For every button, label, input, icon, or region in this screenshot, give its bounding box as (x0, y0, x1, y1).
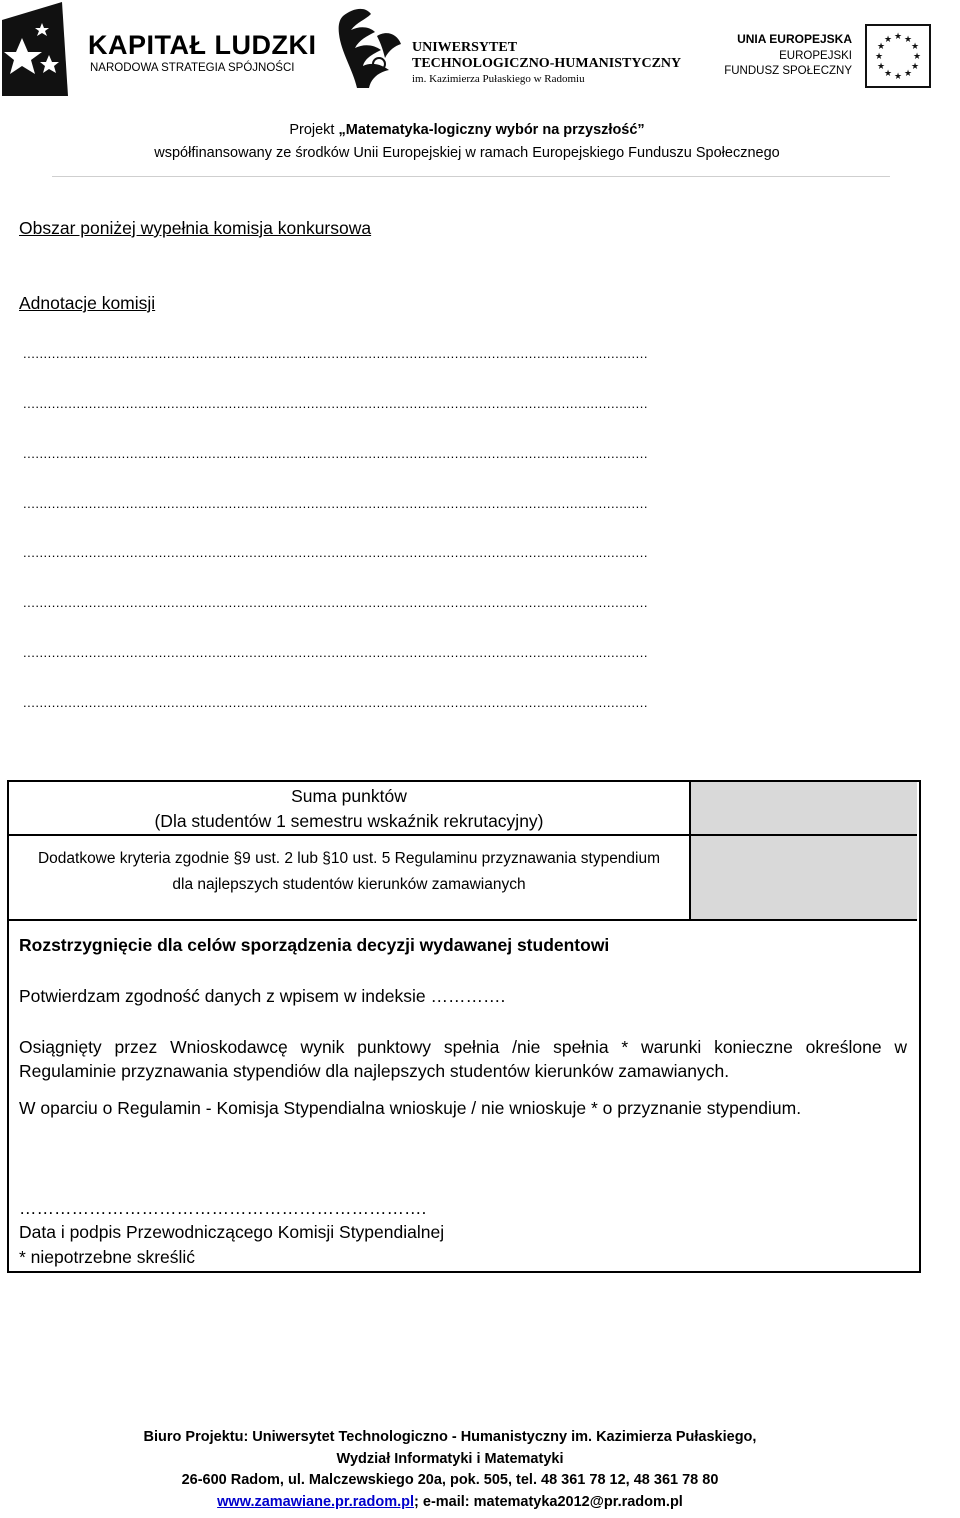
svg-text:★: ★ (874, 52, 884, 62)
university-name-line1: UNIWERSYTET (412, 40, 518, 55)
project-name: „Matematyka-logiczny wybór na przyszłość” (338, 122, 645, 138)
svg-text:★: ★ (903, 35, 913, 45)
table-bottom-divider (9, 919, 917, 921)
annotation-line[interactable]: ........................................................................................................................................................ (23, 496, 648, 511)
sum-points-note: (Dla studentów 1 semestru wskaźnik rekrutacyjny) (154, 811, 544, 831)
footer-faculty-line: Wydział Informatyki i Matematyki (336, 1451, 564, 1467)
annotation-line[interactable]: ........................................................................................................................................................ (23, 396, 648, 411)
eu-logo (722, 20, 958, 92)
svg-text:★: ★ (903, 69, 913, 79)
kapital-ludzki-title: KAPITAŁ LUDZKI (88, 30, 317, 60)
decision-title: Rozstrzygnięcie dla celów sporządzenia decyzji wydawanej studentowi (19, 935, 610, 955)
svg-text:★: ★ (876, 62, 886, 72)
sum-points-label: Suma punktów (291, 786, 407, 806)
extra-criteria-line2: dla najlepszych studentów kierunków zamawianych (172, 876, 526, 893)
signature-field[interactable]: ……………………………………………………………. (19, 1198, 427, 1218)
header-divider (52, 176, 890, 177)
commission-section-title: Obszar poniżej wypełnia komisja konkursowa (19, 218, 372, 238)
eu-line3: FUNDUSZ SPOŁECZNY (724, 65, 852, 77)
kapital-ludzki-logo (0, 0, 320, 100)
result-statement: Osiągnięty przez Wnioskodawcę wynik punktowy spełnia /nie spełnia * warunki konieczne określone w Regulaminie przyznawania stypendiów dla najlepszych studentów kierunków zamawianych. (19, 1037, 907, 1081)
university-name-line2: TECHNOLOGICZNO-HUMANISTYCZNY (412, 56, 682, 71)
signature-label: Data i podpis Przewodniczącego Komisji Stypendialnej (19, 1222, 445, 1242)
kapital-ludzki-subtitle: NARODOWA STRATEGIA SPÓJNOŚCI (90, 62, 295, 74)
annotation-line[interactable]: ........................................................................................................................................................ (23, 346, 648, 361)
email-text: ; e-mail: matematyka2012@pr.radom.pl (414, 1494, 683, 1510)
annotation-line[interactable]: ........................................................................................................................................................ (23, 595, 648, 610)
points-value-cell[interactable] (691, 782, 917, 919)
eu-line1: UNIA EUROPEJSKA (737, 32, 852, 46)
svg-text:★: ★ (883, 35, 893, 45)
svg-text:★: ★ (912, 52, 922, 62)
annotations-title: Adnotacje komisji (19, 293, 156, 313)
university-logo (335, 6, 695, 96)
svg-text:★: ★ (893, 72, 903, 82)
svg-text:★: ★ (883, 69, 893, 79)
kapital-ludzki-emblem-icon (2, 2, 68, 96)
eu-line2: EUROPEJSKI (779, 50, 852, 62)
points-cell-divider (691, 834, 917, 836)
table-row-divider (9, 834, 689, 836)
confirm-index-line: Potwierdzam zgodność danych z wpisem w indeksie …………. (19, 986, 506, 1006)
project-prefix: Projekt (289, 122, 339, 138)
table-vertical-divider (689, 782, 691, 921)
svg-text:★: ★ (876, 42, 886, 52)
eu-flag-icon (865, 24, 931, 88)
svg-text:★: ★ (910, 62, 920, 72)
svg-text:★: ★ (893, 32, 903, 42)
annotation-line[interactable]: ........................................................................................................................................................ (23, 645, 648, 660)
cofinancing-line: współfinansowany ze środków Unii Europejskiej w ramach Europejskiego Funduszu Społecznego (154, 145, 780, 161)
footer-address-line: 26-600 Radom, ul. Malczewskiego 20a, pok. 505, tel. 48 361 78 12, 48 361 78 80 (181, 1472, 719, 1488)
annotation-line[interactable]: ........................................................................................................................................................ (23, 695, 648, 710)
strike-out-note: * niepotrzebne skreślić (19, 1247, 196, 1267)
footer-contact-line (0, 1494, 900, 1510)
university-eagle-emblem-icon (335, 6, 403, 94)
project-title (0, 122, 934, 138)
university-name-line3: im. Kazimierza Pułaskiego w Radomiu (412, 73, 585, 85)
footer-office-line: Biuro Projektu: Uniwersytet Technologiczno - Humanistyczny im. Kazimierza Pułaskiego, (143, 1429, 757, 1445)
svg-text:★: ★ (910, 42, 920, 52)
extra-criteria-line1: Dodatkowe kryteria zgodnie §9 ust. 2 lub §10 ust. 5 Regulaminu przyznawania stypendium (37, 850, 661, 867)
annotation-line[interactable]: ........................................................................................................................................................ (23, 545, 648, 560)
website-link[interactable]: www.zamawiane.pr.radom.pl (217, 1494, 415, 1510)
annotation-line[interactable]: ........................................................................................................................................................ (23, 446, 648, 461)
committee-motion: W oparciu o Regulamin - Komisja Stypendialna wnioskuje / nie wnioskuje * o przyznanie stypendium. (19, 1098, 802, 1118)
